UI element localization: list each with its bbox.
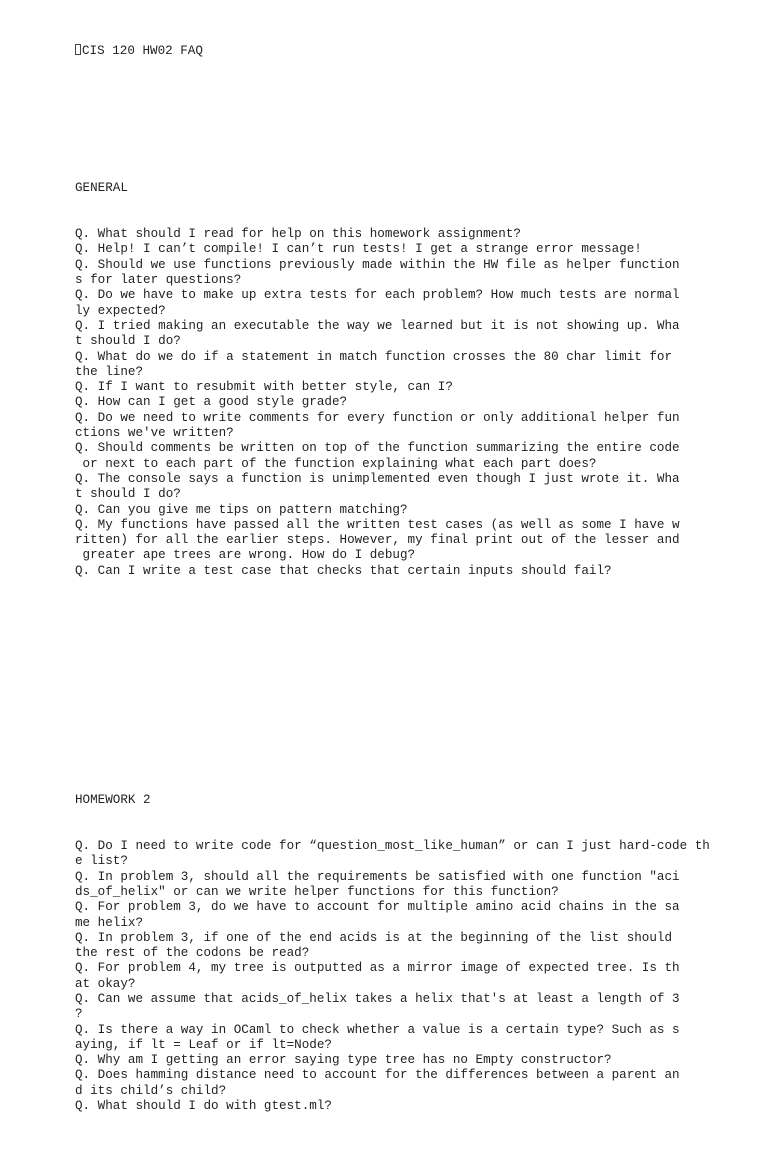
faq-question-line: Q. The console says a function is unimplemented even though I just wrote it. Wha [75,471,680,486]
missing-glyph-icon [75,44,81,55]
faq-question-line: me helix? [75,915,144,930]
faq-question-line: d its child’s child? [75,1083,227,1098]
faq-question-line: aying, if lt = Leaf or if lt=Node? [75,1037,332,1052]
faq-question-line: Q. Does hamming distance need to account for the differences between a parent an [75,1068,680,1083]
section-homework-2 [75,763,710,1145]
faq-question-line: t should I do? [75,334,181,349]
spacer [75,655,710,716]
section-heading: HOMEWORK 2 [75,793,151,808]
faq-question-line: Q. Why am I getting an error saying type tree has no Empty constructor? [75,1053,612,1068]
faq-question-line: ds_of_helix" or can we write helper functions for this function? [75,884,559,899]
faq-question-line: Q. Should comments be written on top of the function summarizing the entire code [75,441,680,456]
faq-question-line: Q. Should we use functions previously made within the HW file as helper function [75,257,680,272]
faq-question-line: Q. For problem 3, do we have to account for multiple amino acid chains in the sa [75,900,680,915]
section-lines [75,839,710,1114]
faq-question-line: Q. What should I read for help on this homework assignment? [75,227,521,242]
faq-question-line: at okay? [75,976,136,991]
faq-question-line: the line? [75,364,144,379]
faq-question-line: Q. Do we need to write comments for every function or only additional helper fun [75,410,680,425]
faq-question-line: Q. Can you give me tips on pattern matching? [75,502,408,517]
faq-question-line: ritten) for all the earlier steps. However, my final print out of the lesser and [75,533,680,548]
faq-question-line: Q. Can we assume that acids_of_helix takes a helix that's at least a length of 3 [75,992,680,1006]
faq-question-line: e list? [75,854,128,869]
faq-question-line: Q. If I want to resubmit with better style, can I? [75,380,453,395]
faq-question-line: Q. Help! I can’t compile! I can’t run tests! I get a strange error message! [75,242,642,257]
section-heading: GENERAL [75,181,128,196]
faq-question-line: ctions we've written? [75,426,234,441]
faq-question-line: Q. For problem 4, my tree is outputted as a mirror image of expected tree. Is th [75,961,680,976]
faq-question-line: ? [75,1007,83,1022]
faq-question-line: Q. What should I do with gtest.ml? [75,1099,332,1114]
section-lines [75,227,710,579]
faq-question-line: Q. In problem 3, should all the requirements be satisfied with one function "aci [75,869,680,884]
faq-question-line: the rest of the codons be read? [75,946,310,961]
faq-question-line: Q. My functions have passed all the written test cases (as well as some I have w [75,517,680,532]
faq-question-line: Q. Can I write a test case that checks that certain inputs should fail? [75,563,612,578]
faq-question-line: s for later questions? [75,273,242,288]
document-title: CIS 120 HW02 FAQ [82,43,203,58]
faq-question-line: Q. Do I need to write code for “question_most_like_human” or can I just hard-code th [75,839,710,854]
spacer [75,89,710,104]
faq-question-line: Q. Is there a way in OCaml to check whether a value is a certain type? Such as s [75,1022,680,1037]
faq-question-line: greater ape trees are wrong. How do I debug? [75,548,416,563]
faq-question-line: Q. I tried making an executable the way we learned but it is not showing up. Wha [75,318,680,333]
faq-question-line: Q. How can I get a good style grade? [75,395,348,410]
faq-question-line: Q. Do we have to make up extra tests for each problem? How much tests are normal [75,288,680,303]
faq-question-line: or next to each part of the function explaining what each part does? [75,456,597,471]
document-title-row [75,44,710,59]
faq-document [75,13,710,1160]
faq-question-line: t should I do? [75,487,181,502]
faq-question-line: Q. What do we do if a statement in match function crosses the 80 char limit for [75,349,673,364]
faq-question-line: Q. In problem 3, if one of the end acids is at the beginning of the list should [75,930,673,945]
section-general [75,151,710,610]
faq-question-line: ly expected? [75,303,166,318]
